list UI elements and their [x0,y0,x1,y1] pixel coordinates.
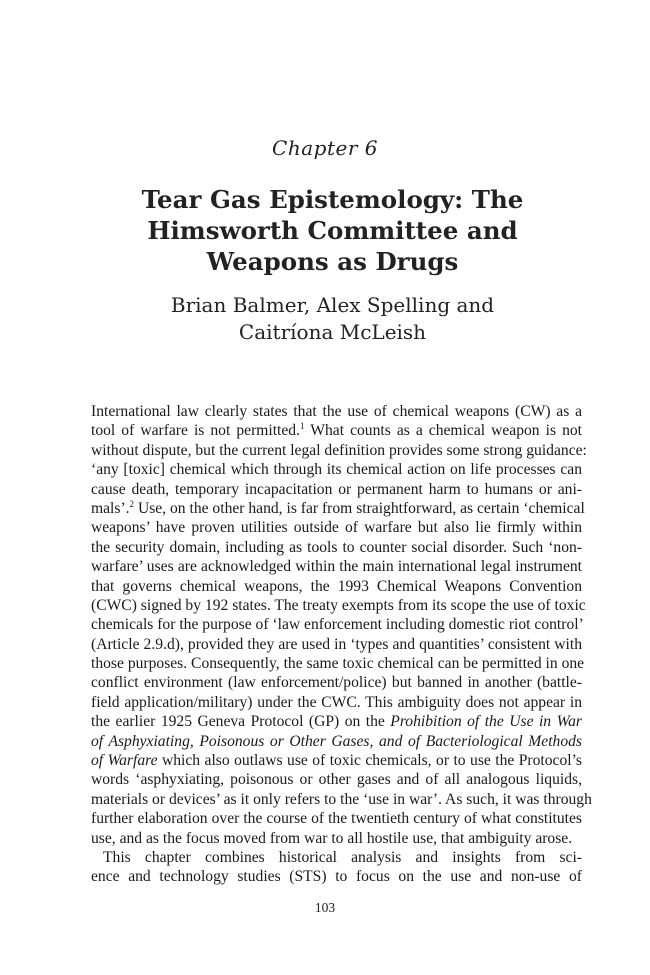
chapter-title-line: Weapons as Drugs [206,247,459,276]
footnote-ref-1[interactable]: 1 [300,421,305,432]
text-line: the earlier 1925 Geneva Protocol (GP) on the Prohibition of the Use in War [91,713,582,731]
text-line: tool of warfare is not permitted.$^1$ What counts as a chemical weapon is not [91,421,582,440]
italic-title: of Asphyxiating, Poisonous or Other Gases, and of Bacteriological Methods [91,732,582,750]
text-line: further elaboration over the course of the twentieth century of what constitutes [91,810,582,828]
author-line: Brian Balmer, Alex Spelling and [170,293,495,317]
text-line: use, and as the focus moved from war to all hostile use, that ambiguity arose. [91,829,573,847]
text-line: weapons’ have proven utilities outside of warfare but also lie firmly within [91,519,582,537]
italic-title: of Warfare [91,752,158,770]
chapter-authors [95,292,570,346]
italic-title: Prohibition of the Use in War [390,713,582,731]
text-line: conflict environment (law enforcement/police) but banned in another (battle- [91,674,582,692]
text-line: words ‘asphyxiating, poisonous or other gases and of all analogous liquids, [91,771,582,789]
text-line: This chapter combines historical analysis and insights from sci- [103,848,582,866]
body-text [91,402,592,887]
text-line: without dispute, but the current legal definition provides some strong guidance: [91,441,587,459]
author-line: Caitríona McLeish [238,320,427,344]
text-line: field application/military) under the CWC. This ambiguity does not appear in [91,693,582,711]
text-line: (Article 2.9.d), provided they are used in ‘types and quantities’ consistent with [91,635,582,653]
text-line [91,732,582,751]
text-line: cause death, temporary incapacitation or permanent harm to humans or ani- [91,480,582,498]
text-line: chemicals for the purpose of ‘law enforcement including domestic riot control’ [91,616,584,634]
text-line: the security domain, including as tools to counter social disorder. Such ‘non- [91,538,582,556]
text-line: that governs chemical weapons, the 1993 Chemical Weapons Convention [91,577,582,595]
chapter-label: Chapter 6 [272,136,378,160]
text-line: warfare’ uses are acknowledged within the main international legal instrument [91,558,582,576]
chapter-title [95,184,570,277]
text-line: ‘any [toxic] chemical which through its chemical action on life processes can [91,461,582,479]
chapter-title-line: Himsworth Committee and [147,216,518,245]
text-line: materials or devices’ as it only refers to the ‘use in war’. As such, it was through [91,790,592,808]
text-line: International law clearly states that the use of chemical weapons (CW) as a [91,403,582,420]
text-line: (CWC) signed by 192 states. The treaty exempts from its scope the use of toxic [91,596,586,614]
text-line: those purposes. Consequently, the same toxic chemical can be permitted in one [91,655,585,673]
page-number: 103 [314,900,336,915]
footnote-ref-2[interactable]: 2 [129,498,135,509]
text-line: mals’.$^2$ Use, on the other hand, is far from straightforward, as certain ‘chemical [91,498,585,517]
chapter-title-line: Tear Gas Epistemology: The [141,185,524,214]
text-line: ence and technology studies (STS) to focus on the use and non-use of [91,868,582,886]
text-line: of Warfare which also outlaws use of toxic chemicals, or to use the Protocol’s [91,752,582,770]
